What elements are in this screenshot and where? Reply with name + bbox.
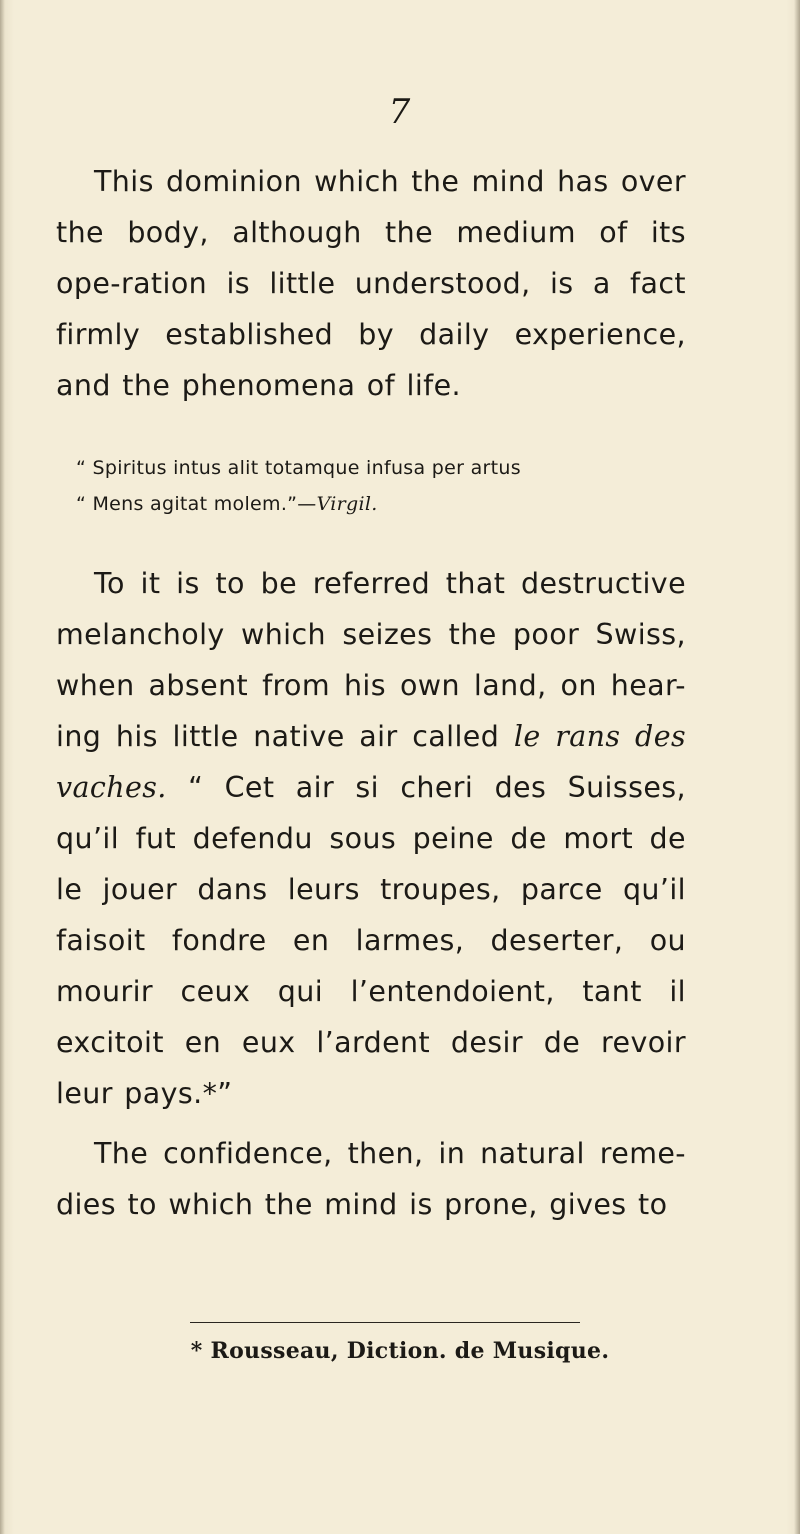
- quotation-attribution: Virgil.: [316, 493, 378, 515]
- paragraph2-part2: “ Cet air si cheri des Suisses, qu’il fut defendu sous peine de mort de le jouer dans leurs troupes, parce qu’il faisoit fondre en larmes, deserter, ou mourir ceux qui l’entendoient, tant il excitoit en eux l’ardent desir de revoir leur pays.*”: [56, 771, 686, 1110]
- footnote-rule: [190, 1322, 580, 1323]
- page-edge-left: [0, 0, 5, 1534]
- paragraph-confidence: The confidence, then, in natural reme-dies to which the mind is prone, gives to: [56, 1137, 686, 1221]
- paragraph2-part1: To it is to be referred that destructive melancholy which seizes the poor Swiss, when absent from his own land, on hear-ing his little native air called: [56, 567, 686, 753]
- quotation-line-2-text: “ Mens agitat molem.”—: [76, 493, 317, 515]
- paragraph-dominion: This dominion which the mind has over the body, although the medium of its ope-ration is little understood, is a fact firmly established by daily experience, and the phenomena of life.: [56, 165, 686, 402]
- latin-quotation: [76, 450, 686, 522]
- quotation-line-1: “ Spiritus intus alit totamque infusa per artus: [76, 457, 521, 479]
- footnote: * Rousseau, Diction. de Musique.: [190, 1338, 610, 1364]
- page-edge-right: [794, 0, 800, 1534]
- quotation-line-2: [76, 486, 686, 522]
- paragraph-swiss-melancholy: [56, 558, 686, 1119]
- page-number: 7: [388, 92, 412, 132]
- paragraph2-italic-title: le rans des vaches.: [56, 720, 686, 804]
